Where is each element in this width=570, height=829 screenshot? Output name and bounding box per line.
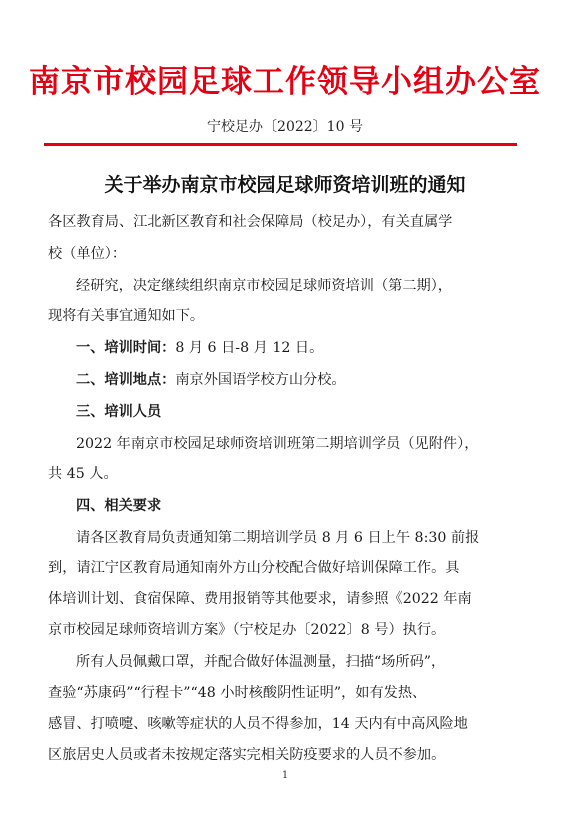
body-line: 京市校园足球师资培训方案》（宁校足办〔2022〕8 号）执行。 [48, 622, 446, 638]
org-title: 南京市校园足球工作领导小组办公室 [29, 64, 541, 100]
body-line: 请各区教育局负责通知第二期培训学员 8 月 6 日上午 8:30 前报 [76, 530, 480, 546]
document-number: 宁校足办〔2022〕10 号 [207, 119, 363, 135]
section-training-location [76, 369, 346, 389]
section-heading-trainees: 三、培训人员 [76, 404, 162, 420]
body-line: 所有人员佩戴口罩，并配合做好体温测量，扫描“场所码”， [76, 654, 446, 670]
red-divider-line [44, 143, 517, 146]
addressee-line: 校（单位）： [48, 246, 127, 262]
section-value: 8 月 6 日-8 月 12 日。 [175, 340, 324, 356]
page-number: 1 [281, 770, 289, 781]
section-value: 南京外国语学校方山分校。 [175, 372, 346, 388]
body-line: 2022 年南京市校园足球师资培训班第二期培训学员（见附件）， [76, 436, 479, 452]
body-line: 经研究，决定继续组织南京市校园足球师资培训（第二期）， [76, 278, 452, 294]
section-label: 二、培训地点： [76, 372, 176, 388]
section-training-time [76, 337, 323, 357]
addressee-line: 各区教育局、江北新区教育和社会保障局（校足办），有关直属学 [48, 214, 453, 230]
section-label: 一、培训时间： [76, 340, 176, 356]
body-line: 区旅居史人员或者未按规定落实完相关防疫要求的人员不参加。 [48, 747, 446, 763]
body-line: 查验“苏康码”“行程卡”“48 小时核酸阴性证明”，如有发热、 [48, 685, 427, 701]
body-line: 感冒、打喷嚏、咳嗽等症状的人员不得参加，14 天内有中高风险地 [48, 716, 468, 732]
notice-title: 关于举办南京市校园足球师资培训班的通知 [104, 174, 466, 196]
section-heading-requirements: 四、相关要求 [76, 498, 162, 514]
body-line: 共 45 人。 [48, 466, 118, 482]
body-line: 到，请江宁区教育局通知南外方山分校配合做好培训保障工作。具 [48, 560, 460, 576]
body-line: 体培训计划、食宿保障、费用报销等其他要求，请参照《2022 年南 [48, 591, 472, 607]
body-line: 现将有关事宜通知如下。 [48, 308, 205, 324]
